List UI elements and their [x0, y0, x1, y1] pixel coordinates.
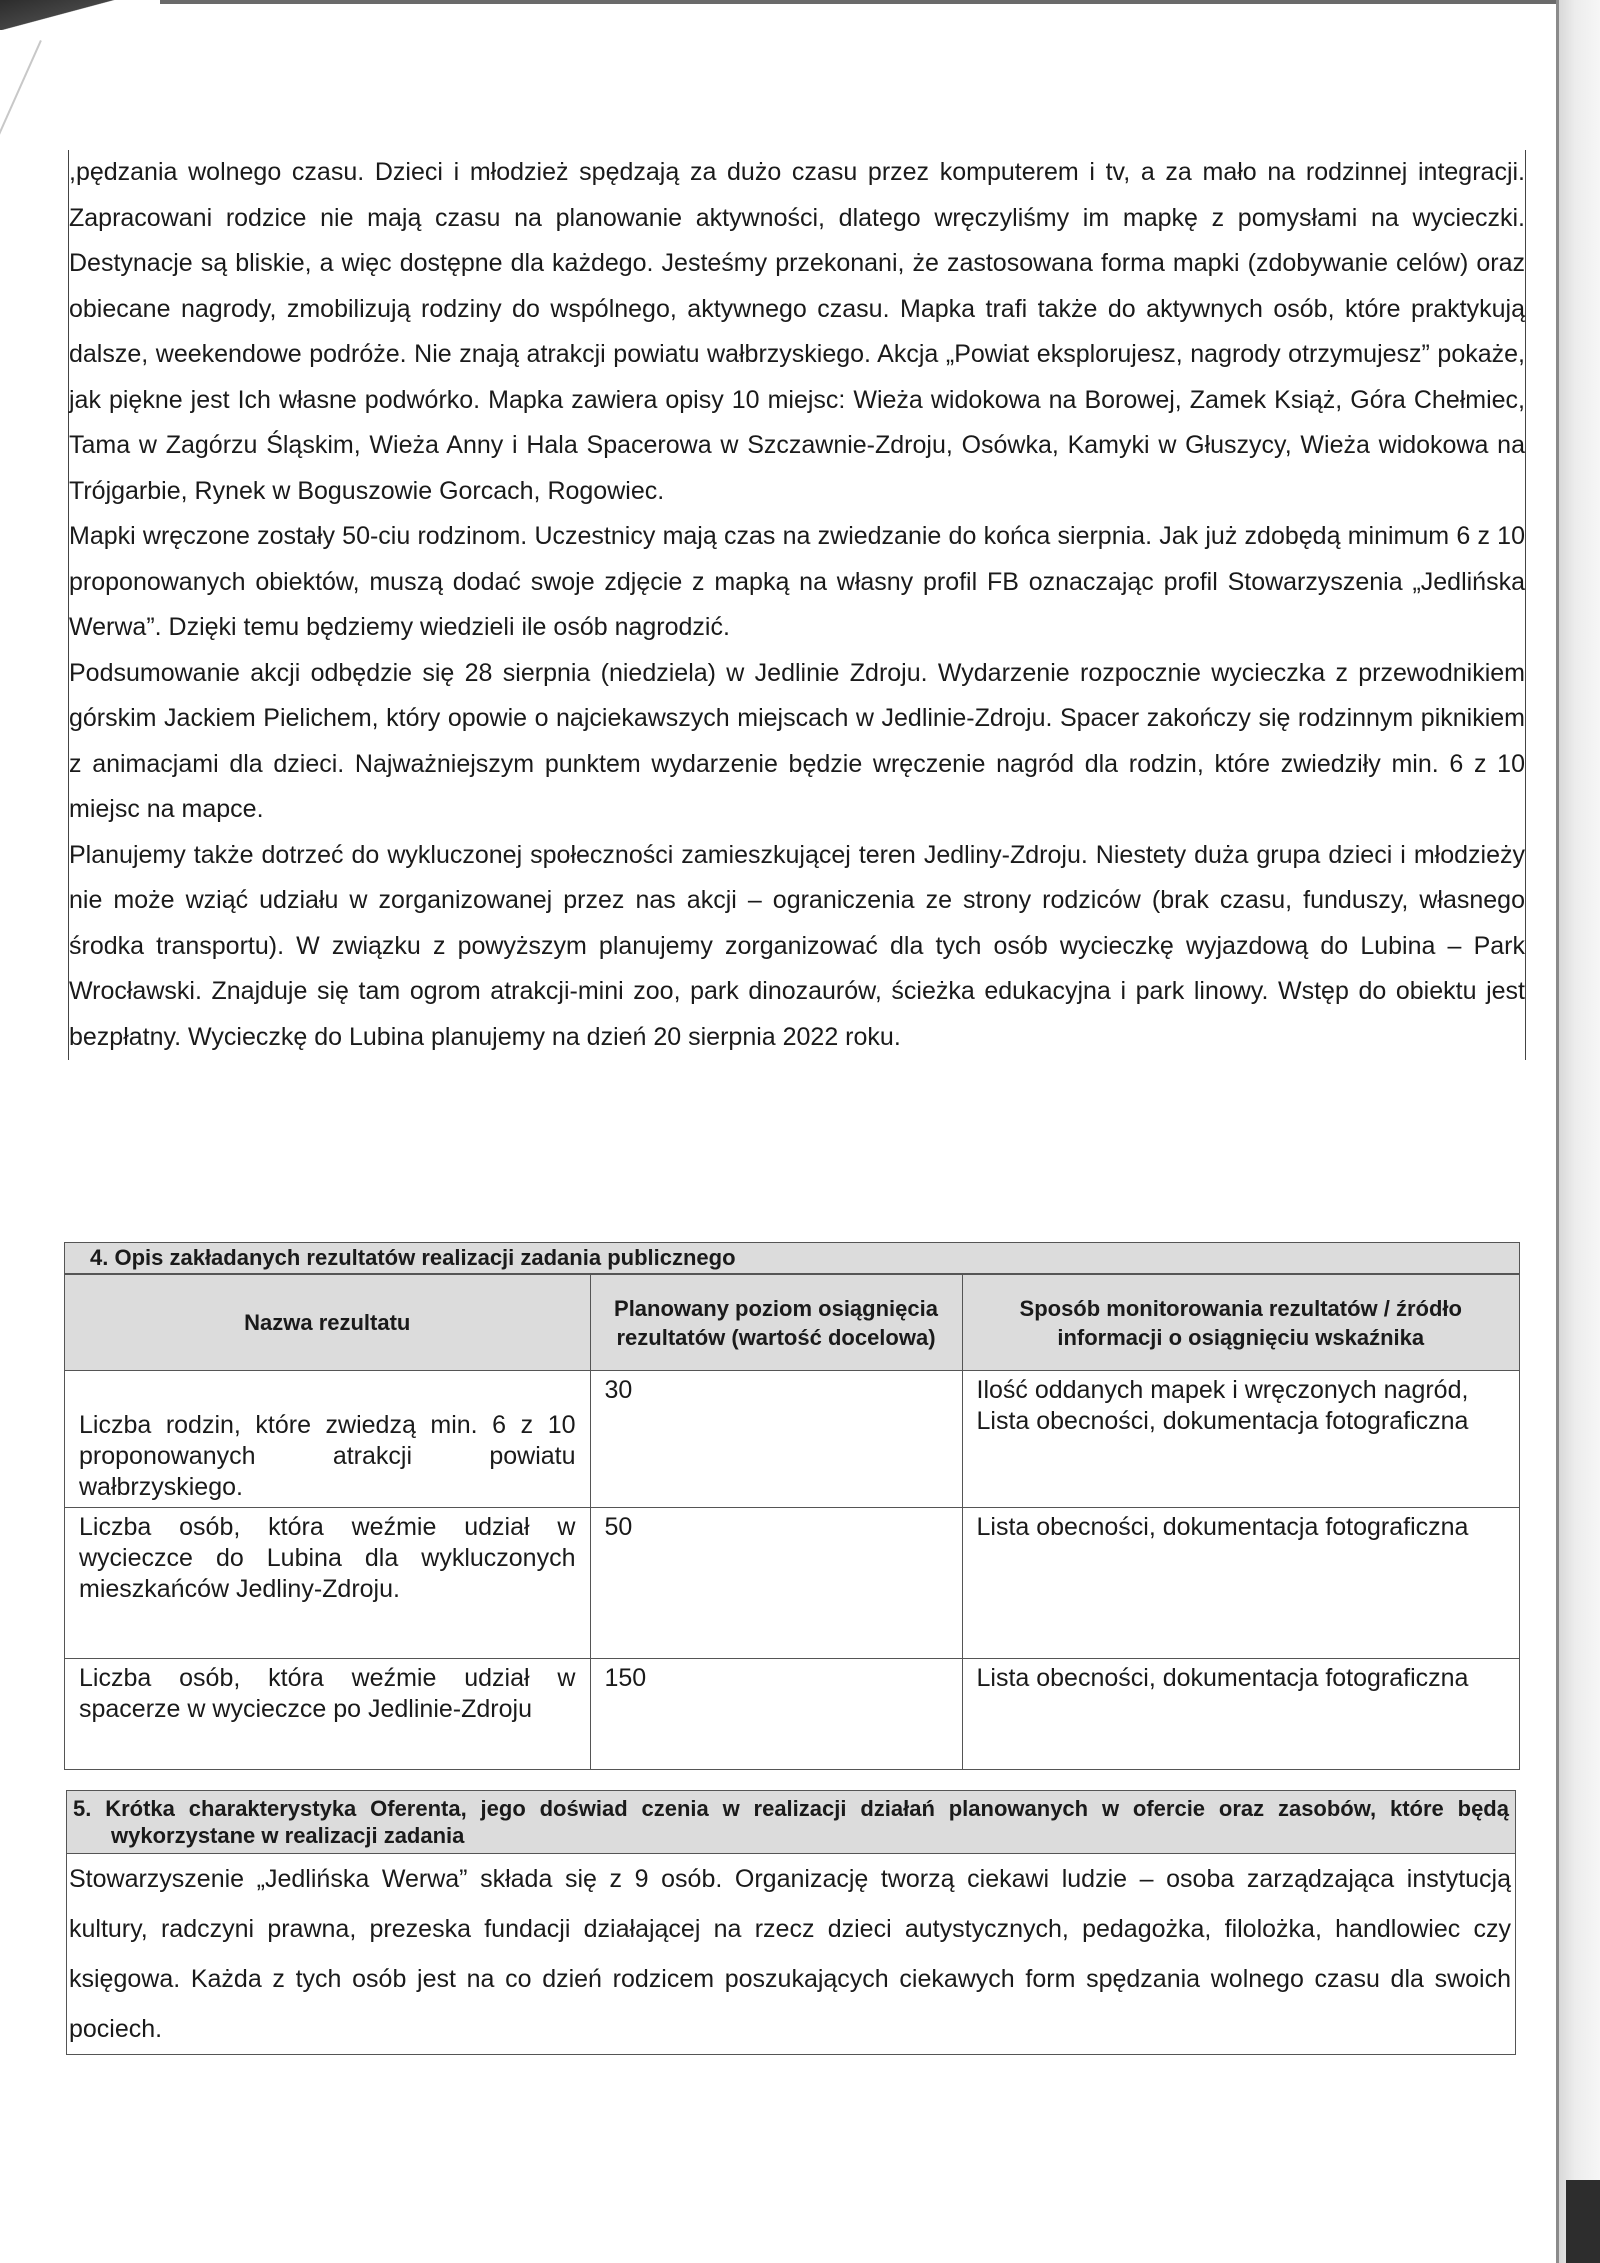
- organization-section: [66, 1790, 1516, 2055]
- organization-section-body: [67, 1854, 1515, 2054]
- results-table: [65, 1274, 1519, 1769]
- scan-top-edge: [160, 0, 1600, 4]
- results-section-title: 4. Opis zakładanych rezultatów realizacji zadania publicznego: [65, 1243, 1519, 1274]
- scan-right-edge-line: [1556, 0, 1559, 2263]
- section3-text-block: [68, 150, 1526, 1060]
- paragraph-4: Planujemy także dotrzeć do wykluczonej społeczności zamieszkującej teren Jedliny-Zdroju. Niestety duża grupa dzieci i młodzieży nie może wziąć udziału w zorganizowanej przez nas akcji – ograniczenia ze strony rodziców (brak czasu, funduszy, własnego środka transportu). W związku z powyższym planujemy zorganizować dla tych osób wycieczkę wyjazdową do Lubina – Park Wrocławski. Znajduje się tam ogrom atrakcji-mini zoo, park dinozaurów, ścieżka edukacyjna i park linowy. Wstęp do obiektu jest bezpłatny. Wycieczkę do Lubina planujemy na dzień 20 sierpnia 2022 roku.: [69, 840, 1525, 1051]
- result-name-cell: Liczba rodzin, które zwiedzą min. 6 z 10 proponowanych atrakcji powiatu wałbrzyskiego.: [65, 1371, 590, 1508]
- organization-title-line-2: wykorzystane w realizacji zadania: [111, 1823, 465, 1848]
- scan-shadow-corner: [0, 0, 170, 30]
- organization-section-title: [67, 1791, 1515, 1854]
- paragraph-3: Podsumowanie akcji odbędzie się 28 sierpnia (niedziela) w Jedlinie Zdroju. Wydarzenie rozpocznie wycieczka z przewodnikiem górskim Jackiem Pielichem, który opowie o najciekawszych miejscach w Jedlinie-Zdroju. Spacer zakończy się rodzinnym piknikiem z animacjami dla dzieci. Najważniejszym punktem wydarzenie będzie wręczenie nagród dla rodzin, które zwiedziły min. 6 z 10 miejsc na mapce.: [69, 658, 1525, 823]
- target-value-cell: 50: [590, 1508, 962, 1659]
- column-header-result-name: Nazwa rezultatu: [65, 1275, 590, 1371]
- scan-right-edge: [1558, 0, 1600, 2263]
- organization-description: Stowarzyszenie „Jedlińska Werwa” składa się z 9 osób. Organizację tworzą ciekawi ludzie – osoba zarządzająca instytucją kultury, radczyni prawna, prezeska fundacji działającej na rzecz dzieci autystycznych, pedagożka, filolożka, handlowiec czy księgowa. Każda z tych osób jest na co dzień rodzicem poszukających ciekawych form spędzania wolnego czasu dla swoich pociech.: [69, 1865, 1511, 2043]
- scan-fold-line: [0, 40, 42, 269]
- monitoring-method-cell: Ilość oddanych mapek i wręczonych nagród, Lista obecności, dokumentacja fotograficzna: [962, 1371, 1519, 1508]
- results-section: [64, 1242, 1520, 1770]
- results-table-header-row: [65, 1275, 1519, 1371]
- organization-title-line-1: 5. Krótka charakterystyka Oferenta, jego doświad czenia w realizacji działań planowanych w ofercie oraz zasobów, które będą: [73, 1796, 1509, 1821]
- table-row: [65, 1659, 1519, 1770]
- column-header-monitoring-method: Sposób monitorowania rezultatów / źródło informacji o osiągnięciu wskaźnika: [962, 1275, 1519, 1371]
- monitoring-method-cell: Lista obecności, dokumentacja fotograficzna: [962, 1659, 1519, 1770]
- monitoring-method-cell: Lista obecności, dokumentacja fotograficzna: [962, 1508, 1519, 1659]
- target-value-cell: 30: [590, 1371, 962, 1508]
- paragraph-1: ,pędzania wolnego czasu. Dzieci i młodzież spędzają za dużo czasu przez komputerem i tv, a za mało na rodzinnej integracji. Zapracowani rodzice nie mają czasu na planowanie aktywności, dlatego wręczyliśmy im mapkę z pomysłami na wycieczki. Destynacje są bliskie, a więc dostępne dla każdego. Jesteśmy przekonani, że zastosowana forma mapki (zdobywanie celów) oraz obiecane nagrody, zmobilizują rodziny do wspólnego, aktywnego czasu. Mapka trafi także do aktywnych osób, które praktykują dalsze, weekendowe podróże. Nie znają atrakcji powiatu wałbrzyskiego. Akcja „Powiat eksplorujesz, nagrody otrzymujesz” pokaże, jak piękne jest Ich własne podwórko. Mapka zawiera opisy 10 miejsc: Wieża widokowa na Borowej, Zamek Książ, Góra Chełmiec, Tama w Zagórzu Śląskim, Wieża Anny i Hala Spacerowa w Szczawnie-Zdroju, Osówka, Kamyki w Głuszycy, Wieża widokowa na Trójgarbie, Rynek w Boguszowie Gorcach, Rogowiec.: [69, 158, 1525, 505]
- result-name-cell: Liczba osób, która weźmie udział w spacerze w wycieczce po Jedlinie-Zdroju: [65, 1659, 590, 1770]
- paragraph-2: Mapki wręczone zostały 50-ciu rodzinom. Uczestnicy mają czas na zwiedzanie do końca sierpnia. Jak już zdobędą minimum 6 z 10 proponowanych obiektów, muszą dodać swoje zdjęcie z mapką na własny profil FB oznaczając profil Stowarzyszenia „Jedlińska Werwa”. Dzięki temu będziemy wiedzieli ile osób nagrodzić.: [69, 522, 1525, 641]
- scan-bottom-corner: [1566, 2180, 1600, 2263]
- table-row: [65, 1508, 1519, 1659]
- column-header-target-value: Planowany poziom osiągnięcia rezultatów (wartość docelowa): [590, 1275, 962, 1371]
- target-value-cell: 150: [590, 1659, 962, 1770]
- result-name-cell: Liczba osób, która weźmie udział w wycieczce do Lubina dla wykluczonych mieszkańców Jedliny-Zdroju.: [65, 1508, 590, 1659]
- table-row: [65, 1371, 1519, 1508]
